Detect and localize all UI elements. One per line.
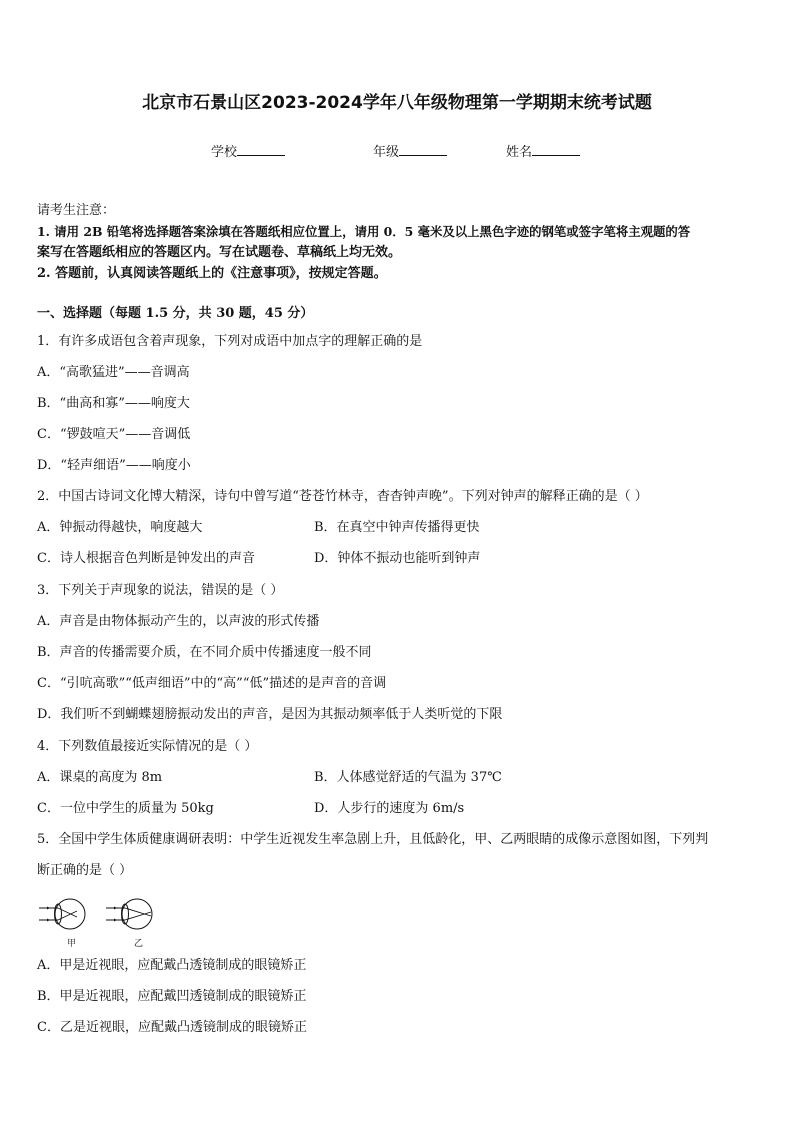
eye-b-label: 乙 [134, 939, 144, 949]
eye-diagram-svg [37, 892, 167, 950]
q4-option-c: C．一位中学生的质量为 50kg [37, 801, 214, 816]
q3-option-c: C．“引吭高歌”“低声细语”中的“高”“低”描述的是声音的音调 [37, 676, 387, 691]
q4-stem: 4．下列数值最接近实际情况的是（ ） [37, 739, 258, 754]
q5-option-a: A．甲是近视眼，应配戴凸透镜制成的眼镜矫正 [37, 958, 307, 973]
q2-option-d: D．钟体不振动也能听到钟声 [314, 551, 481, 566]
notice-item-2: 2. 答题前，认真阅读答题纸上的《注意事项》，按规定答题。 [37, 266, 387, 281]
q3-option-a: A．声音是由物体振动产生的，以声波的形式传播 [37, 614, 320, 629]
notice-item-1-line-1: 1. 请用 2B 铅笔将选择题答案涂填在答题纸相应位置上，请用 0．5 毫米及以上黑色字迹的钢笔或签字笔将主观题的答 [37, 224, 691, 239]
grade-blank [399, 143, 447, 156]
q2-option-c: C．诗人根据音色判断是钟发出的声音 [37, 551, 255, 566]
name-blank [532, 143, 580, 156]
q1-option-a: A．“高歌猛进”——音调高 [37, 365, 190, 380]
q4-option-a: A．课桌的高度为 8m [37, 770, 163, 785]
eye-diagram-figure [37, 892, 167, 950]
section-heading: 一、选择题（每题 1.5 分，共 30 题，45 分） [37, 306, 314, 321]
q4-option-b: B．人体感觉舒适的气温为 37℃ [314, 770, 502, 785]
q3-stem: 3．下列关于声现象的说法，错误的是（ ） [37, 583, 284, 598]
q5-option-b: B．甲是近视眼，应配戴凹透镜制成的眼镜矫正 [37, 989, 307, 1004]
q5-stem-line-1: 5．全国中学生体质健康调研表明：中学生近视发生率急剧上升，且低龄化，甲、乙两眼睛的成像示意图如图，下列判 [37, 832, 709, 847]
eye-a-label: 甲 [67, 939, 77, 949]
page-title: 北京市石景山区2023-2024学年八年级物理第一学期期末统考试题 [142, 93, 652, 113]
name-label: 姓名 [506, 145, 533, 160]
school-field [211, 141, 285, 160]
q5-option-c: C．乙是近视眼，应配戴凸透镜制成的眼镜矫正 [37, 1020, 307, 1035]
q2-option-a: A．钟振动得越快，响度越大 [37, 520, 203, 535]
q3-option-d: D．我们听不到蝴蝶翅膀振动发出的声音，是因为其振动频率低于人类听觉的下限 [37, 707, 503, 722]
q2-option-b: B．在真空中钟声传播得更快 [314, 520, 480, 535]
notice-heading: 请考生注意： [37, 203, 116, 218]
notice-item-1-line-2: 案写在答题纸相应的答题区内。写在试题卷、草稿纸上均无效。 [37, 245, 402, 260]
q4-option-d: D．人步行的速度为 6m/s [314, 801, 465, 816]
eye-b-diagram [106, 899, 152, 949]
q1-stem: 1．有许多成语包含着声现象，下列对成语中加点字的理解正确的是 [37, 334, 423, 349]
grade-field [373, 141, 447, 160]
school-blank [237, 143, 285, 156]
name-field [506, 141, 580, 160]
q2-stem: 2．中国古诗词文化博大精深，诗句中曾写道“苍苍竹林寺，杳杳钟声晚”。下列对钟声的解释正确的是（ ） [37, 489, 648, 504]
school-label: 学校 [211, 145, 238, 160]
q1-option-d: D．“轻声细语”——响度小 [37, 458, 191, 473]
q3-option-b: B．声音的传播需要介质，在不同介质中传播速度一般不同 [37, 645, 372, 660]
q1-option-b: B．“曲高和寡”——响度大 [37, 396, 190, 411]
grade-label: 年级 [373, 145, 400, 160]
q5-stem-line-2: 断正确的是（ ） [37, 863, 133, 878]
q1-option-c: C．“锣鼓喧天”——音调低 [37, 427, 191, 442]
eye-a-diagram [39, 899, 85, 949]
